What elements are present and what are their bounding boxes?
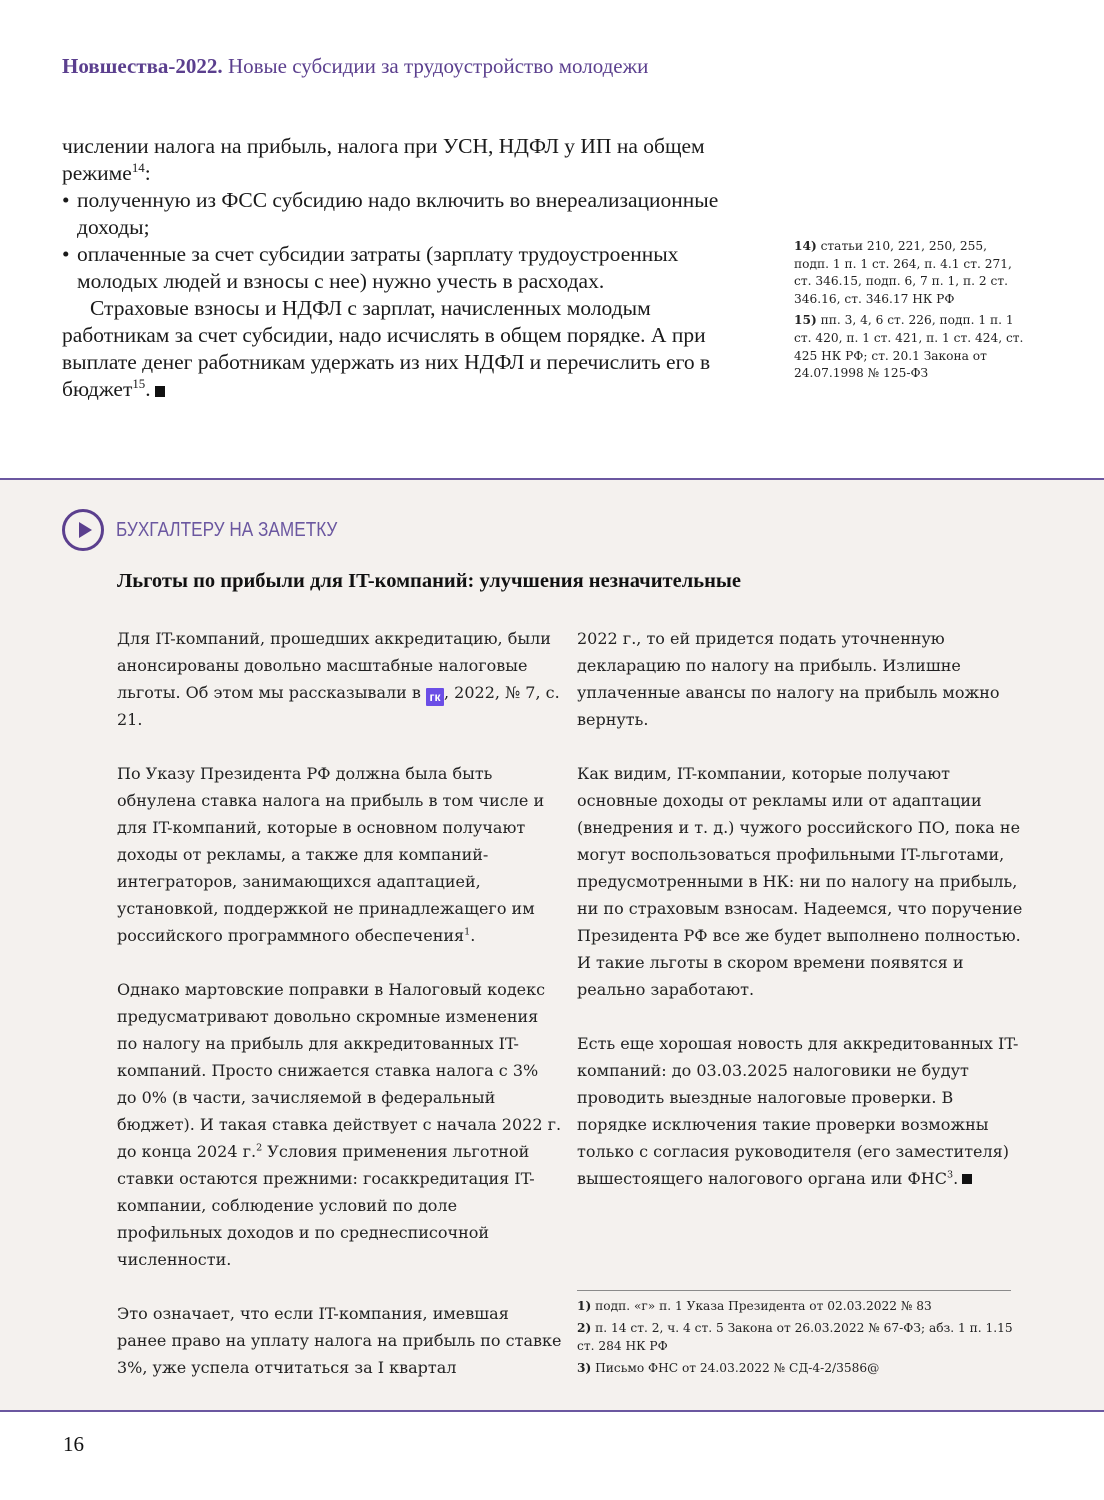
note-text: пп. 3, 4, 6 ст. 226, подп. 1 п. 1 ст. 420, п. 1 ст. 421, п. 1 ст. 424, ст. 425 НК РФ; ст. 20.1 Закона от 24.07.1998 № 125-ФЗ	[794, 313, 1024, 381]
footnote-text: подп. «г» п. 1 Указа Президента от 02.03.2022 № 83	[595, 1299, 932, 1313]
paragraph-text: Страховые взносы и НДФЛ с зарплат, начисленных молодым работникам за счет субсидии, надо исчислять в общем порядке. А при выплате денег работникам удержать из них НДФЛ и перечислить его в бюджет	[62, 296, 711, 401]
gk-magazine-logo-icon[interactable]: гк	[426, 688, 444, 706]
paragraph	[117, 625, 562, 733]
paragraph	[577, 1030, 1027, 1192]
paragraph	[117, 760, 562, 949]
footnote-ref[interactable]: 14	[131, 160, 145, 175]
paragraph-text: Есть еще хорошая новость для аккредитованных IT-компаний: до 03.03.2025 налоговики не будут проводить выездные налоговые проверки. В порядке исключения такие проверки возможны только с согласия руководителя (его заместителя) вышестоящего налогового органа или ФНС	[577, 1034, 1019, 1188]
side-notes	[794, 238, 1024, 387]
paragraph: Как видим, IT-компании, которые получают основные доходы от рекламы или от адаптации (внедрения и т. д.) чужого российского ПО, пока не могут воспользоваться профильными IT-льготами, предусмотренными в НК: ни по налогу на прибыль, ни по страховым взносам. Надеемся, что поручение Президента РФ все же будет выполнено полностью. И такие льготы в скором времени появятся и реально заработают.	[577, 764, 1023, 999]
paragraph	[62, 133, 742, 187]
footnote-ref[interactable]: 2	[256, 1142, 263, 1154]
end-mark-icon	[962, 1174, 972, 1184]
footnote-number: 3)	[577, 1360, 592, 1375]
paragraph-text: .	[470, 926, 476, 945]
paragraph-text: Однако мартовские поправки в Налоговый кодекс предусматривают довольно скромные изменения по налогу на прибыль для аккредитованных IT-компаний. Просто снижается ставка налога с 3% до 0% (в части, зачисляемой в федеральный бюджет). И такая ставка действует с начала 2022 г. до конца 2024 г.	[117, 980, 562, 1161]
box-title: Льготы по прибыли для IT-компаний: улучшения незначительные	[117, 570, 741, 592]
side-note	[794, 238, 1024, 308]
footnote-text: Письмо ФНС от 24.03.2022 № СД-4-2/3586@	[595, 1360, 880, 1375]
bullet-item: • полученную из ФСС субсидию надо включить во внереализационные доходы;	[62, 187, 742, 241]
box-label: БУХГАЛТЕРУ НА ЗАМЕТКУ	[116, 518, 338, 541]
box-footnotes	[577, 1298, 1017, 1382]
footnote	[577, 1360, 1017, 1378]
running-head-title: Новые субсидии за трудоустройство молодежи	[227, 54, 649, 78]
footnote-ref[interactable]: 1	[464, 926, 471, 938]
note-number: 15)	[794, 313, 817, 328]
footnote-ref[interactable]: 3	[946, 1169, 954, 1181]
footnote-number: 1)	[577, 1299, 592, 1313]
note-text: статьи 210, 221, 250, 255, подп. 1 п. 1 ст. 264, п. 4.1 ст. 271, ст. 346.15, подп. 6, 7 п. 1, п. 2 ст. 346.16, ст. 346.17 НК РФ	[794, 239, 1012, 306]
end-mark-icon	[155, 386, 165, 397]
paragraph-text: .	[953, 1169, 959, 1188]
box-column-right	[577, 625, 1027, 1192]
paragraph: Это означает, что если IT-компания, имевшая ранее право на уплату налога на прибыль по ставке 3%, уже успела отчитаться за I квартал	[117, 1304, 562, 1377]
footnote	[577, 1298, 1017, 1316]
accountant-note-box	[0, 478, 1104, 1412]
paragraph-text: :	[144, 161, 151, 185]
play-circle-icon	[62, 509, 104, 551]
footnote	[577, 1320, 1017, 1355]
paragraph: 2022 г., то ей придется подать уточненную декларацию по налогу на прибыль. Излишне уплаченные авансы по налогу на прибыль можно вернуть.	[577, 629, 1000, 729]
paragraph	[62, 295, 742, 403]
running-head-section: Новшества-2022.	[62, 54, 223, 78]
footnote-ref[interactable]: 15	[132, 376, 146, 391]
footnote-divider	[577, 1290, 1011, 1291]
paragraph	[117, 976, 562, 1273]
paragraph-text: числении налога на прибыль, налога при УСН, НДФЛ у ИП на общем режиме	[62, 134, 705, 185]
page-number: 16	[63, 1432, 84, 1456]
top-article-body	[62, 133, 742, 403]
bullet-item: • оплаченные за счет субсидии затраты (зарплату трудоустроенных молодых людей и взносы с нее) нужно учесть в расходах.	[62, 241, 742, 295]
paragraph-text: , 2022, № 7, с. 21.	[117, 683, 560, 729]
footnote-text: п. 14 ст. 2, ч. 4 ст. 5 Закона от 26.03.2022 № 67-ФЗ; абз. 1 п. 1.15 ст. 284 НК РФ	[577, 1321, 1013, 1353]
side-note	[794, 312, 1024, 382]
note-number: 14)	[794, 239, 817, 253]
paragraph-text: .	[145, 377, 151, 401]
box-header	[62, 508, 373, 552]
box-column-left	[117, 625, 562, 1381]
paragraph-text: Условия применения льготной ставки остаются прежними: госаккредитация IT-компании, соблюдение условий по доле профильных доходов и по среднесписочной численности.	[117, 1142, 535, 1269]
paragraph-text: По Указу Президента РФ должна была быть обнулена ставка налога на прибыль в том числе и для IT-компаний, которые в основном получают доходы от рекламы, а также для компаний-интеграторов, занимающихся адаптацией, установкой, поддержкой не принадлежащего им российского программного обеспечения	[117, 764, 545, 945]
paragraph-text: Для IT-компаний, прошедших аккредитацию, были анонсированы довольно масштабные налоговые льготы. Об этом мы рассказывали в	[117, 629, 551, 702]
footnote-number: 2)	[577, 1321, 592, 1335]
running-head	[62, 54, 648, 79]
